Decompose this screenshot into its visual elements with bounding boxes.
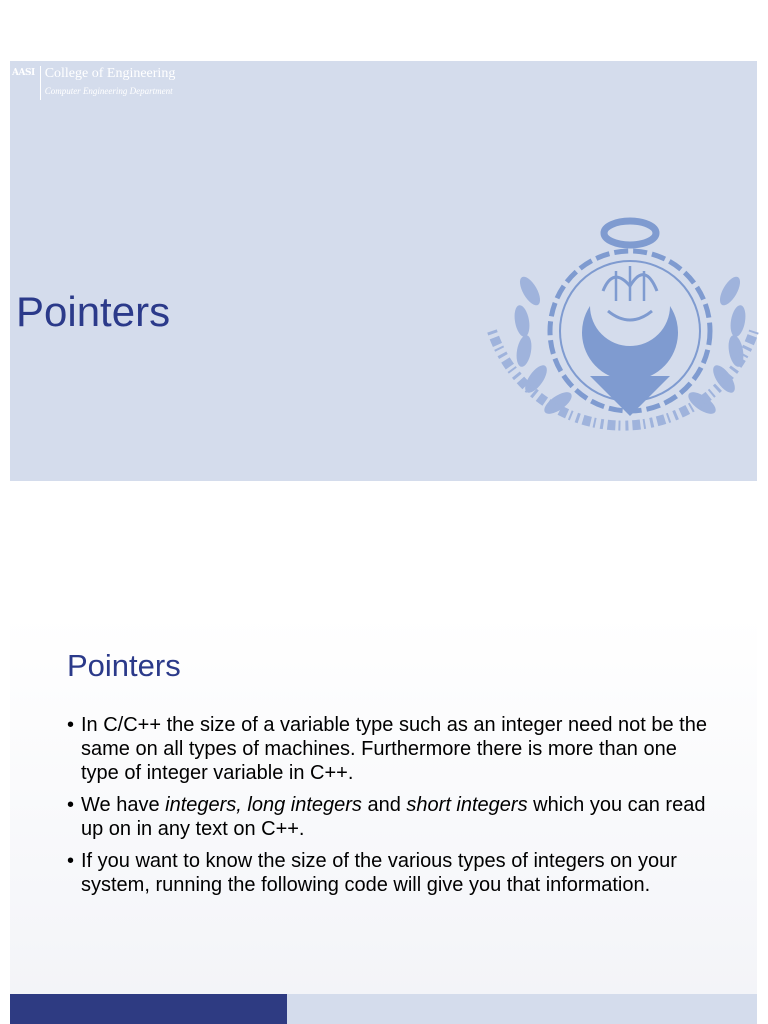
college-logo (12, 66, 175, 100)
title-slide (10, 61, 757, 481)
bullet-text: If you want to know the size of the various types of integers on your system, running the following code will give you that information. (81, 850, 677, 896)
title-slide-heading: Pointers (16, 288, 171, 335)
bullet-text: We have (81, 794, 166, 816)
bullet-item (67, 713, 717, 785)
bullet-dot-icon: • (67, 714, 75, 736)
bullet-dot-icon: • (67, 850, 75, 872)
bullet-text-italic: short integers (406, 794, 528, 816)
bullet-item (67, 849, 717, 897)
bullet-text-italic: integers, long integers (165, 794, 362, 816)
footer-bar-light (287, 994, 757, 1024)
bullet-item (67, 793, 717, 841)
bullet-text: In C/C++ the size of a variable type such as an integer need not be the same on all types of machines. Furthermore there is more than one type of integer variable in C++. (81, 714, 707, 784)
college-name: College of Engineering (44, 66, 176, 81)
content-slide-heading: Pointers (67, 648, 181, 683)
bullet-list (67, 713, 717, 905)
content-slide (10, 615, 757, 995)
bullet-text: which you can read up on in any text on C++. (81, 794, 706, 840)
bullet-text: and (361, 794, 407, 816)
footer-bar-navy (10, 994, 287, 1024)
logo-text (45, 66, 176, 97)
department-name: Computer Engineering Department (44, 86, 173, 96)
academy-seal-icon (478, 211, 760, 486)
logo-divider (40, 66, 41, 100)
college-logo-mark: AASI (12, 68, 35, 78)
bullet-dot-icon: • (67, 794, 75, 816)
